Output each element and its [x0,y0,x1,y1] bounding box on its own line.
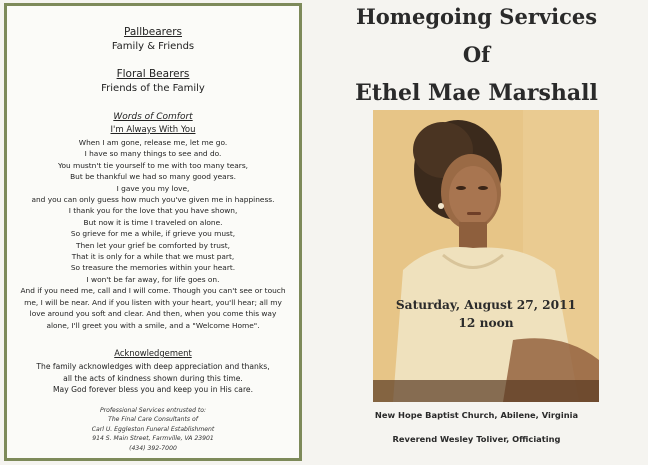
poem-line: When I am gone, release me, let me go. [78,138,228,147]
poem-line: Then let your grief be comforted by trust, [75,240,231,250]
poem-line: But be thankful we had so many good years. [70,172,236,182]
inside-page [4,3,302,461]
pallbearers-text: Family & Friends [111,41,195,52]
poem-line: But now it is time I traveled on alone. [83,217,223,227]
ack-line: all the acts of kindness shown during this time. [63,373,243,383]
poem-line: You mustn't tie yourself to me with too many tears, [57,160,249,170]
cover-title: Homegoing Services [355,4,598,29]
poem-line: I gave you my love, [116,183,190,193]
floral-heading: Floral Bearers [116,68,190,80]
poem-line: me, I will be near. And if you listen with your heart, you'll hear; all my [24,297,282,307]
service-date: Saturday, August 27, 2011 [395,298,577,312]
poem-line: So grieve for me a while, if grieve you must, [70,229,236,239]
ack-text [7,361,299,396]
ack-line: The family acknowledges with deep appreciation and thanks, [36,362,270,371]
prof-line: (434) 392-7000 [129,444,177,452]
poem-line: I have so many things to see and do. [84,149,222,159]
comfort-heading: Words of Comfort [113,112,193,122]
poem-line: I thank you for the love that you have shown, [68,206,238,216]
poem-line: So treasure the memories within your heart. [70,263,236,273]
prof-line: 914 S. Main Street, Farmville, VA 23901 [92,435,214,443]
pallbearers-heading: Pallbearers [123,26,183,38]
portrait-photo [373,110,599,402]
officiant: Reverend Wesley Toliver, Officiating [392,434,561,444]
poem-title: I'm Always With You [110,125,196,135]
cover-page [305,0,648,465]
poem-line: and you can only guess how much you've given me in happiness. [31,195,275,205]
cover-name: Ethel Mae Marshall [355,80,598,106]
poem-line: That it is only for a while that we must part, [71,252,235,262]
cover-of: Of [462,42,491,67]
poem-line: I won't be far away, for life goes on. [86,274,220,284]
poem-line: love around you soft and clear. And then, when you come this way [29,309,277,319]
poem [7,137,299,331]
poem-line: And if you need me, call and I will come. Though you can't see or touch [20,286,286,296]
service-time: 12 noon [458,316,514,330]
prof-line: Professional Services entrusted to: [99,407,207,414]
ack-heading: Acknowledgement [114,348,192,358]
professional-services [7,406,299,453]
ack-line: May God forever bless you and keep you in His care. [53,385,253,395]
poem-line: alone, I'll greet you with a smile, and a "Welcome Home". [46,320,260,330]
prof-line: Carl U. Eggleston Funeral Establishment [91,425,215,433]
portrait-image [373,110,599,402]
floral-text: Friends of the Family [101,83,205,94]
prof-line: The Final Care Consultants of [108,416,198,424]
church-name: New Hope Baptist Church, Abilene, Virginia [374,410,579,420]
